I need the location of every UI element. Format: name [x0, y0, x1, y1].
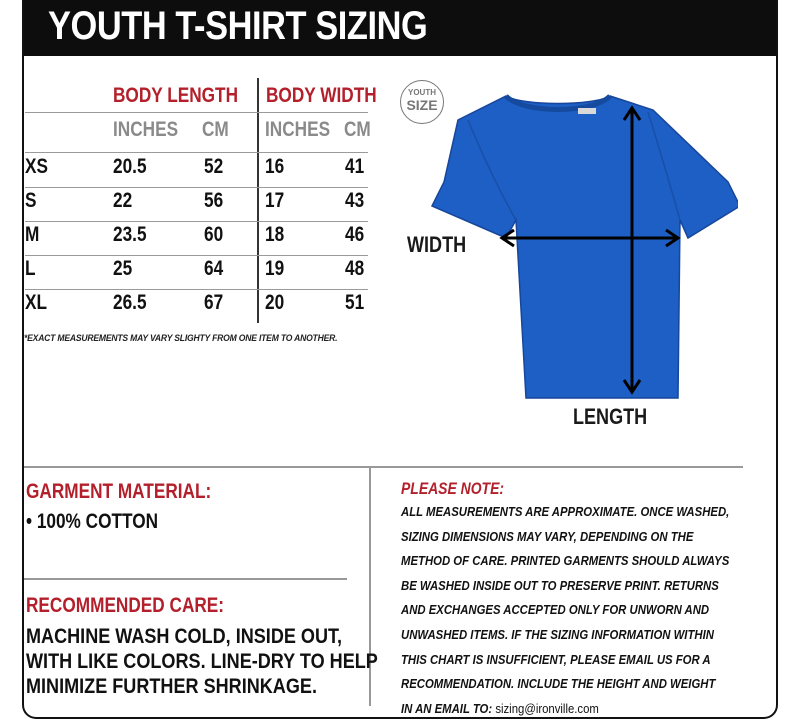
unit-header-width-cm: CM — [344, 118, 371, 141]
unit-header-length-inches: INCHES — [113, 118, 179, 141]
width-cm: 43 — [345, 189, 365, 212]
email-prefix: IN AN EMAIL TO: — [401, 700, 493, 716]
width-cm: 48 — [345, 257, 365, 280]
length-inches: 20.5 — [113, 155, 147, 178]
length-inches: 22 — [113, 189, 133, 212]
length-inches: 26.5 — [113, 291, 147, 314]
width-inches: 19 — [265, 257, 285, 280]
body-width-header: BODY WIDTH — [266, 84, 377, 107]
length-inches: 25 — [113, 257, 133, 280]
badge-size-text: SIZE — [406, 97, 438, 113]
section-divider — [24, 466, 743, 468]
please-note-body: ALL MEASUREMENTS ARE APPROXIMATE. ONCE WASHED, SIZING DIMENSIONS MAY VARY, DEPENDING ON THE METHOD OF CARE. PRINTED GARMENTS SHOULD ALWAYS BE WASHED INSIDE OUT TO PRESERVE PRINT. RETURNS AND EXCHANGES ACCEPTED ONLY FOR UNWORN AND UNWASHED ITEMS. IF THE SIZING INFORMATION WITHIN THIS CHART IS INSUFFICIENT, PLEASE EMAIL US FOR A RECOMMENDATION. INCLUDE THE HEIGHT AND WEIGHT IN AN EMAIL TO: sizing@ironville.com — [401, 504, 730, 716]
measurement-footnote: *EXACT MEASUREMENTS MAY VARY SLIGHTY FROM ONE ITEM TO ANOTHER. — [24, 333, 338, 344]
width-inches: 20 — [265, 291, 285, 314]
size-label: M — [25, 223, 40, 246]
material-value: • 100% COTTON — [26, 510, 159, 533]
size-label: S — [25, 189, 37, 212]
row-line — [25, 289, 368, 290]
width-cm: 51 — [345, 291, 365, 314]
width-inches: 16 — [265, 155, 285, 178]
width-inches: 18 — [265, 223, 285, 246]
row-line — [25, 187, 368, 188]
length-cm: 60 — [204, 223, 224, 246]
unit-header-length-cm: CM — [202, 118, 229, 141]
length-cm: 52 — [204, 155, 224, 178]
width-label: WIDTH — [407, 232, 467, 257]
unit-header-width-inches: INCHES — [265, 118, 331, 141]
size-label: XS — [25, 155, 48, 178]
section-divider-care — [24, 578, 347, 580]
width-inches: 17 — [265, 189, 285, 212]
material-title: GARMENT MATERIAL: — [26, 480, 212, 503]
row-line — [25, 152, 368, 153]
length-cm: 64 — [204, 257, 224, 280]
email-link[interactable]: sizing@ironville.com — [495, 700, 599, 716]
row-line — [25, 112, 368, 113]
length-cm: 67 — [204, 291, 224, 314]
column-divider — [257, 78, 259, 323]
size-label: L — [25, 257, 36, 280]
care-text: MACHINE WASH COLD, INSIDE OUT, WITH LIKE COLORS. LINE-DRY TO HELP MINIMIZE FURTHER SHRINKAGE. — [26, 625, 378, 698]
header-bar — [24, 0, 776, 56]
row-line — [25, 255, 368, 256]
care-title: RECOMMENDED CARE: — [26, 594, 225, 617]
body-length-header: BODY LENGTH — [113, 84, 239, 107]
width-cm: 41 — [345, 155, 365, 178]
row-line — [25, 221, 368, 222]
width-cm: 46 — [345, 223, 365, 246]
size-label: XL — [25, 291, 48, 314]
size-table — [23, 78, 377, 323]
page-title: YOUTH T-SHIRT SIZING — [48, 4, 428, 48]
length-inches: 23.5 — [113, 223, 147, 246]
badge-youth-text: YOUTH — [408, 88, 436, 97]
tshirt-tag — [578, 108, 596, 114]
length-cm: 56 — [204, 189, 224, 212]
please-note-title: PLEASE NOTE: — [401, 479, 505, 498]
length-label: LENGTH — [573, 404, 648, 429]
